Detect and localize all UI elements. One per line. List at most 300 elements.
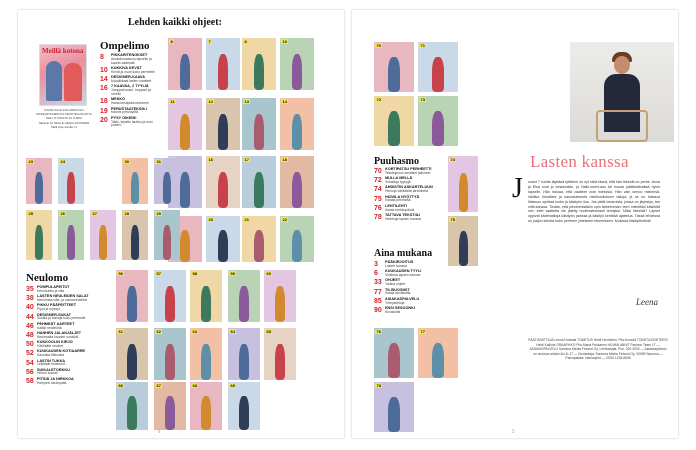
pattern-thumbnail	[122, 158, 148, 204]
toc-item	[374, 177, 438, 185]
thumbnail-page-number: 11	[170, 99, 175, 104]
thumbnail-figure	[180, 54, 190, 90]
thumbnail-page-number: 65	[266, 329, 271, 334]
pattern-thumbnail	[154, 382, 186, 430]
toc-item	[100, 76, 158, 84]
toc-entry-title: PÄÄKIRJOITUS	[385, 260, 414, 264]
thumbnail-figure	[165, 344, 175, 380]
toc-page-number: 14	[100, 76, 108, 84]
toc-entry-title: TATTAVA TEKSTIILI	[385, 212, 421, 217]
thumbnail-page-number: 13	[244, 99, 249, 104]
toc-entry-title: PITSIÄ JA NIRKKOA	[37, 376, 74, 381]
pattern-thumbnail	[418, 96, 458, 146]
thumbnail-page-number: 72	[376, 97, 381, 102]
pattern-thumbnail	[374, 328, 414, 378]
toc-item	[26, 378, 96, 386]
toc-entry	[385, 214, 421, 222]
pattern-thumbnail	[242, 216, 276, 262]
thumbnail-figure	[275, 344, 285, 380]
thumbnail-page-number: 58	[192, 271, 197, 276]
thumbnail-page-number: 67	[156, 383, 161, 388]
toc-entry-desc: Takki, tepattu laukku ja uusi pusero	[111, 119, 153, 128]
credit-line: MALLIT KRISTA JA LUMIA	[46, 116, 82, 121]
toc-entry-desc: Leikkisät hiuskorut	[37, 362, 65, 367]
thumbnail-page-number: 10	[282, 39, 287, 44]
toc-entry	[37, 314, 85, 322]
toc-item	[26, 304, 96, 312]
pattern-thumbnail	[58, 158, 84, 204]
toc-entry-desc: Kaunista tilkkuista	[37, 353, 65, 358]
pattern-thumbnail	[168, 98, 202, 150]
toc-item	[100, 85, 158, 96]
pattern-thumbnail	[154, 158, 180, 204]
toc-entry-desc: Ihanaa pehmeää	[385, 198, 411, 203]
pattern-thumbnail	[448, 216, 478, 266]
toc-item	[100, 54, 158, 65]
pattern-thumbnail	[374, 96, 414, 146]
thumbnail-figure	[292, 114, 302, 150]
pattern-thumbnail	[116, 382, 148, 430]
toc-entry	[37, 286, 70, 294]
toc-entry-desc: Hempeä neulepaita	[37, 380, 67, 385]
toc-page-number: 38	[26, 295, 34, 303]
toc-page-number: 35	[26, 286, 34, 293]
toc-entry	[385, 196, 419, 204]
section-title-aina-mukana: Aina mukana	[374, 248, 433, 259]
toc-entry-desc: Vinkkeja lapsen kanssa	[385, 272, 421, 277]
pattern-thumbnail	[242, 156, 276, 208]
pattern-thumbnail	[280, 156, 314, 208]
toc-page-number: 6	[374, 270, 378, 278]
toc-entry-title: LASTEN NEULEIDEN SALAT	[37, 294, 89, 299]
thumbnail-page-number: 56	[118, 271, 123, 276]
thumbnail-figure	[127, 344, 137, 380]
thumbnail-figure	[180, 172, 190, 208]
thumbnail-figure	[180, 230, 190, 262]
toc-entry-desc: Kaunis perustyötä	[111, 110, 139, 115]
thumbnail-figure	[67, 172, 75, 204]
pattern-thumbnail	[154, 270, 186, 322]
toc-page-number: 3	[374, 261, 378, 268]
toc-entry-title: KORTIPATSU PERHEETTI	[385, 167, 432, 171]
toc-list-aina-mukana	[374, 261, 438, 316]
thumbnail-page-number: 60	[266, 271, 271, 276]
toc-list-neulomo	[26, 286, 96, 387]
toc-item	[26, 341, 96, 349]
page-number: 5	[512, 429, 515, 434]
pattern-thumbnail	[154, 210, 180, 260]
pattern-thumbnail	[242, 98, 276, 150]
pattern-thumbnail	[206, 98, 240, 150]
toc-entry	[37, 378, 74, 386]
toc-entry	[385, 205, 414, 213]
thumbnail-page-number: 14	[282, 99, 287, 104]
toc-entry	[111, 108, 147, 116]
toc-page-number: 58	[26, 377, 34, 385]
toc-entry-desc: Pipot ja myssyt	[37, 307, 60, 312]
thumbnail-figure	[388, 397, 400, 432]
toc-entry	[111, 76, 151, 84]
pattern-thumbnail	[228, 382, 260, 430]
toc-entry	[37, 332, 81, 340]
editorial-body: ouset 7 vuotta täyttävä tyttäreni on nyt siinä iässä, että hän tekevät on perhe. Anna ja Elsa ovat jo keskenään, ja Hallo-ween-asu tai muuta päätäntävaltaa hyvin lapselle. Hän haluaa, että vaatteet ovat mieluisia. Hän vain kertoo mielensä. Valikka rinnaltani ja kasvatuksesta mielikuvituksen taitoja, ja se on loistava tilaisuus opettaa kodin ja käsityön iloa. Jos pidät tavaroista, joissa on järjestys, tee niitä kanssa. Tiedän, että pienimmistäkin opin tärkeimmän: teen mielelläni käsitöitä niin, ettei vaatteita ole jätetty huolimattomasti tehdyksi. Miksi tärkeää? Lapset oppivat kädentaitoja käsityön parissa ja käsityö kehittää ajattelua. Tässä lehdessä on paljon ideoita koko perheen yhteiseen tekemiseen. Mukavia käsityöhetkiä!	[528, 180, 660, 224]
toc-entry-title: MEKKO	[111, 97, 126, 102]
toc-entry-desc: Asukokonaisuus lapselle ja kaunis sadesää	[111, 56, 152, 65]
toc-entry-desc: Herkkuja lapsen kanssa	[385, 216, 421, 221]
toc-entry-desc: Jumppahousut, hupparit ja urheilu	[111, 88, 151, 96]
toc-entry-title: POMPULAPEITOT	[37, 285, 70, 289]
toc-item	[374, 270, 438, 278]
pattern-thumbnail	[374, 382, 414, 432]
thumbnail-page-number: 75	[450, 217, 455, 222]
thumbnail-page-number: 66	[118, 383, 123, 388]
thumbnail-page-number: 7	[208, 39, 211, 44]
toc-page-number: 50	[26, 341, 34, 349]
pattern-thumbnail	[116, 328, 148, 380]
pattern-thumbnail	[206, 38, 240, 90]
thumbnail-figure	[275, 286, 285, 322]
toc-entry-title: LEHTILEHTI	[385, 203, 407, 208]
editorial-dropcap: J	[512, 173, 523, 204]
thumbnail-figure	[131, 172, 139, 204]
toc-entry-title: ASIAKASPALVELU	[385, 296, 420, 301]
toc-entry-title: PIKKU PÄÄPEITTEET	[37, 303, 77, 308]
toc-item	[100, 98, 158, 106]
toc-entry-desc: Kaikki neuletöitä	[37, 325, 62, 330]
thumbnail-figure	[432, 111, 444, 146]
toc-page-number: 72	[374, 177, 382, 185]
toc-entry-title: PERUSTAATEKSIILI	[111, 106, 147, 111]
cover-figure	[46, 61, 62, 101]
thumbnail-page-number: 62	[156, 329, 161, 334]
thumbnail-figure	[292, 172, 302, 208]
toc-entry-title: PEHMEÄT AARTEET	[37, 321, 75, 326]
thumbnail-page-number: 12	[208, 99, 213, 104]
thumbnail-figure	[67, 225, 75, 260]
editorial-title: Lasten kanssa	[530, 152, 629, 171]
thumbnail-page-number: 22	[282, 217, 287, 222]
pattern-thumbnail	[26, 210, 52, 260]
toc-entry-title: TILISUOSIKIT	[385, 287, 410, 292]
thumbnail-page-number: 26	[60, 211, 65, 216]
toc-entry	[385, 261, 413, 269]
pattern-thumbnail	[206, 156, 240, 208]
toc-entry-title: KUUKAUDEN TYYLI	[385, 269, 422, 274]
pattern-thumbnail	[280, 98, 314, 150]
thumbnail-figure	[432, 57, 444, 92]
toc-page-number: 75	[374, 195, 382, 203]
toc-page-number: 10	[100, 66, 108, 74]
credit-line: KANSI KUVA PIIA ARNOULD	[44, 108, 84, 112]
right-page	[352, 10, 678, 438]
toc-item	[26, 332, 96, 340]
toc-item	[374, 298, 438, 306]
pattern-thumbnail	[190, 382, 222, 430]
thumbnail-page-number: 29	[156, 211, 161, 216]
toc-page-number: 56	[26, 368, 34, 376]
toc-entry-title: HUIVILA NYÖTTYÄ	[385, 194, 420, 199]
thumbnail-page-number: 74	[450, 157, 455, 162]
toc-entry	[385, 177, 412, 185]
toc-entry-title: DESIGNER-SUKAT	[37, 312, 71, 317]
pattern-thumbnail	[206, 216, 240, 262]
thumbnail-figure	[254, 114, 264, 150]
toc-entry	[385, 289, 410, 297]
toc-item	[374, 279, 438, 287]
toc-entry-title: KUUKAUDEN KOTIAARRE	[37, 349, 86, 354]
thumbnail-figure	[165, 286, 175, 322]
thumbnail-figure	[127, 396, 137, 430]
toc-entry-desc: Tarkka ohjeet	[385, 282, 406, 287]
toc-item	[26, 350, 96, 358]
toc-entry-title: PIKKARITENOKSET	[111, 53, 148, 57]
toc-page-number: 76	[374, 204, 382, 212]
thumbnail-page-number: 69	[230, 383, 235, 388]
pattern-thumbnail	[228, 328, 260, 380]
toc-list-puuhasmo	[374, 168, 438, 223]
toc-page-number: 8	[100, 54, 104, 61]
toc-entry	[37, 369, 70, 377]
toc-entry	[385, 279, 405, 287]
toc-page-number: 20	[100, 116, 108, 124]
thumbnail-figure	[218, 54, 228, 90]
toc-item	[374, 214, 438, 222]
pattern-thumbnail	[228, 270, 260, 322]
toc-item	[100, 108, 158, 116]
pattern-thumbnail	[26, 158, 52, 204]
pattern-thumbnail	[154, 328, 186, 380]
thumbnail-page-number: 64	[230, 329, 235, 334]
toc-page-number: 18	[100, 98, 108, 106]
credit-line: NEULE JA NEULE HEIDI HOVINIEMI	[38, 120, 90, 125]
toc-entry-desc: Neulepaita kauden suosikki	[37, 334, 79, 339]
toc-entry-desc: Yhteystietoja	[385, 300, 405, 305]
toc-entry	[111, 117, 158, 128]
thumbnail-figure	[35, 225, 43, 260]
section-title-puuhasmo: Puuhasmo	[374, 156, 420, 167]
toc-entry	[385, 270, 421, 278]
toc-item	[26, 286, 96, 294]
toc-entry-desc: Sivustoilla	[385, 309, 401, 314]
thumbnail-figure	[254, 54, 264, 90]
toc-entry-desc: Virkattuja tyynyjä	[385, 179, 411, 184]
toc-entry	[385, 307, 415, 315]
toc-entry	[37, 304, 76, 312]
toc-page-number: 54	[26, 359, 34, 367]
thumbnail-page-number: 61	[118, 329, 123, 334]
toc-entry	[385, 186, 433, 194]
toc-page-number: 40	[26, 304, 34, 312]
thumbnail-page-number: 78	[376, 383, 381, 388]
thumbnail-page-number: 16	[208, 157, 213, 162]
thumbnail-page-number: 59	[230, 271, 235, 276]
pattern-thumbnail	[280, 38, 314, 90]
thumbnail-page-number: 71	[420, 43, 425, 48]
thumbnail-figure	[254, 172, 264, 208]
pattern-thumbnail	[418, 42, 458, 92]
toc-page-number: 48	[26, 331, 34, 339]
toc-entry-desc: Hienot sukset	[37, 371, 58, 376]
toc-entry-title: DESIGNER-KAAVA	[111, 75, 146, 80]
toc-entry	[111, 98, 149, 106]
thumbnail-page-number: 20	[208, 217, 213, 222]
pattern-thumbnail	[448, 156, 478, 212]
thumbnail-figure	[254, 230, 264, 262]
toc-entry-desc: Ihania tarvikkeita	[385, 291, 411, 296]
toc-entry-title: MULLA MELLÄ	[385, 176, 413, 181]
thumbnail-page-number: 18	[282, 157, 287, 162]
toc-entry-title: AHDISTIN ASKARTELUUN	[385, 185, 433, 190]
toc-entry-desc: Hienoja värikkäitä tarvikkeita	[385, 189, 428, 194]
toc-entry-title: LASTIN TUKKA	[37, 358, 66, 363]
toc-entry-desc: Ihana kesäpukeutuminen	[111, 101, 149, 106]
toc-item	[26, 314, 96, 322]
toc-entry-title: SUIKALETORKKU	[37, 367, 70, 372]
toc-entry-desc: Tekstinjousu kesäiset jalkineet	[385, 170, 431, 175]
toc-page-number: 85	[374, 297, 382, 305]
thumbnail-page-number: 63	[192, 329, 197, 334]
toc-entry	[111, 67, 155, 75]
toc-entry	[37, 323, 74, 331]
thumbnail-figure	[239, 286, 249, 322]
toc-entry-desc: Muodikkaat lasten vaatteet	[111, 78, 152, 83]
thumbnail-figure	[388, 111, 400, 146]
thumbnail-figure	[239, 344, 249, 380]
portrait-chair	[596, 110, 648, 142]
thumbnail-figure	[165, 396, 175, 430]
thumbnail-figure	[218, 172, 228, 208]
toc-item	[374, 307, 438, 315]
thumbnail-page-number: 30	[124, 159, 129, 164]
toc-entry	[37, 295, 89, 303]
toc-page-number: 44	[26, 313, 34, 321]
toc-page-number: 74	[374, 186, 382, 194]
toc-list-ompelimo	[100, 54, 158, 130]
thumbnail-figure	[201, 396, 211, 430]
toc-entry-desc: Lasten kanssa	[385, 263, 407, 268]
left-page	[18, 10, 344, 438]
toc-item	[26, 295, 96, 303]
toc-entry	[385, 168, 431, 176]
toc-entry-desc: Kevät ja nuori koko perheelle	[111, 69, 155, 74]
pattern-thumbnail	[90, 210, 116, 260]
toc-entry	[37, 341, 73, 349]
toc-page-number: 16	[100, 85, 108, 93]
toc-item	[26, 360, 96, 368]
toc-item	[374, 186, 438, 194]
toc-item	[100, 67, 158, 75]
thumbnail-figure	[35, 172, 43, 204]
toc-entry-title: OHJEET	[385, 278, 401, 283]
toc-page-number: 78	[374, 213, 382, 221]
thumbnail-figure	[459, 231, 468, 266]
portrait-head	[614, 56, 630, 74]
toc-page-number: 19	[100, 107, 108, 115]
toc-item	[374, 196, 438, 204]
pattern-thumbnail	[122, 210, 148, 260]
thumbnail-page-number: 8	[244, 39, 247, 44]
thumbnail-figure	[201, 344, 211, 380]
credit-line: Malli ohje sivulla 71	[50, 124, 77, 129]
toc-entry	[37, 350, 85, 358]
pattern-thumbnail	[242, 38, 276, 90]
toc-entry-desc: Värikkäät neuleet	[37, 343, 64, 348]
pattern-thumbnail	[58, 210, 84, 260]
page-number: 4	[158, 429, 161, 434]
toc-entry-title: 7 KAAVAA, 2 TYYLIÄ	[111, 84, 149, 89]
cover-credits	[34, 108, 94, 129]
thumbnail-page-number: 73	[420, 97, 425, 102]
thumbnail-page-number: 31	[156, 159, 161, 164]
thumbnail-figure	[218, 230, 228, 262]
toc-item	[26, 369, 96, 377]
toc-item	[374, 168, 438, 176]
toc-entry-desc: Neulontaa villa- ja vauvaneuleiksi	[37, 297, 88, 302]
thumbnail-page-number: 25	[28, 211, 33, 216]
thumbnail-page-number: 8	[170, 39, 173, 44]
thumbnail-page-number: 28	[124, 211, 129, 216]
thumbnail-figure	[127, 286, 137, 322]
thumbnail-page-number: 57	[156, 271, 161, 276]
pattern-thumbnail	[116, 270, 148, 322]
cover-image	[39, 44, 87, 106]
thumbnail-figure	[218, 114, 228, 150]
toc-entry-title: KUKKOOLIN KIRJO	[37, 340, 73, 345]
toc-entry-desc: Sukkia ja tossuja koko perheelle	[37, 316, 86, 321]
toc-page-number: 33	[374, 279, 382, 287]
pattern-thumbnail	[264, 270, 296, 322]
toc-entry-title: PYSY OIKEIN!	[111, 115, 137, 120]
pattern-thumbnail	[374, 42, 414, 92]
thumbnail-page-number: 24	[60, 159, 65, 164]
thumbnail-figure	[292, 54, 302, 90]
toc-entry-title: KUKKIVA KEVÄT	[111, 65, 142, 70]
thumbnail-figure	[388, 343, 400, 378]
toc-entry-title: ENSI SESOONKI	[385, 305, 415, 310]
thumbnail-figure	[239, 396, 249, 430]
pattern-thumbnail	[280, 216, 314, 262]
toc-entry-title: HANHEN JALANJÄLJET	[37, 330, 82, 335]
toc-entry	[111, 85, 158, 96]
thumbnail-page-number: 77	[420, 329, 425, 334]
thumbnail-page-number: 23	[28, 159, 33, 164]
toc-item	[374, 261, 438, 269]
toc-item	[374, 205, 438, 213]
section-title-ompelimo: Ompelimo	[100, 40, 150, 52]
page-title: Lehden kaikki ohjeet:	[128, 17, 222, 28]
pattern-thumbnail	[190, 270, 222, 322]
thumbnail-figure	[163, 225, 171, 260]
thumbnail-figure	[180, 114, 190, 150]
pattern-thumbnail	[264, 328, 296, 380]
toc-page-number: 70	[374, 168, 382, 175]
editor-portrait	[570, 42, 674, 142]
toc-entry-desc: Keinoturkis ja villa	[37, 288, 65, 293]
cover-magazine-name: Meillä kotona	[42, 47, 84, 55]
toc-entry	[111, 54, 158, 65]
toc-entry	[37, 360, 65, 368]
thumbnail-figure	[292, 230, 302, 262]
editor-signature: Leena	[636, 297, 658, 307]
thumbnail-page-number: 76	[376, 329, 381, 334]
thumbnail-page-number: 21	[244, 217, 249, 222]
pattern-thumbnail	[190, 328, 222, 380]
toc-page-number: 52	[26, 350, 34, 358]
credit-line: MAKEUP/KAMPAUS KRISTIINA RUOTSI	[36, 112, 92, 117]
toc-page-number: 77	[374, 288, 382, 296]
thumbnail-figure	[432, 343, 444, 378]
toc-item	[100, 117, 158, 128]
